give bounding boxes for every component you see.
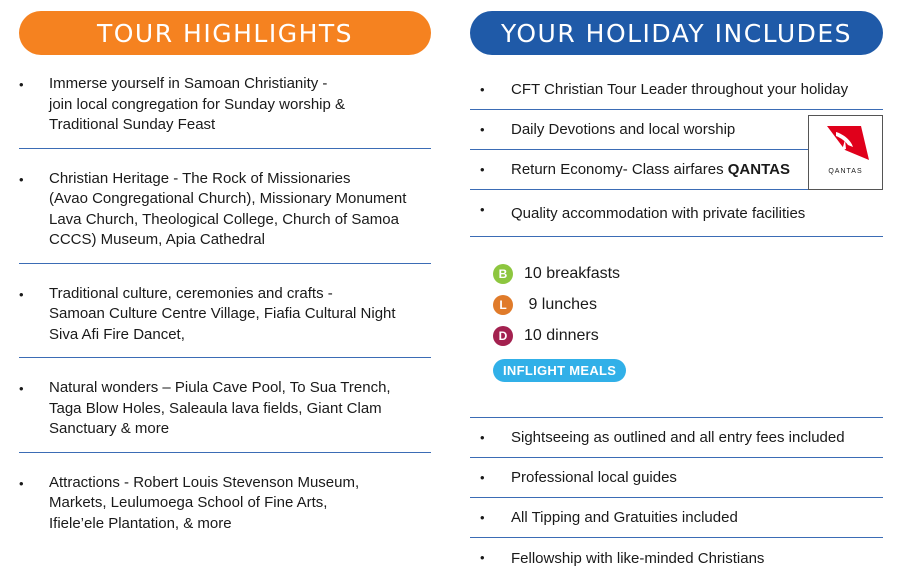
includes-list-bottom: [470, 417, 883, 578]
include-text: Daily Devotions and local worship: [511, 121, 736, 138]
include-text: Fellowship with like-minded Christians: [511, 549, 765, 567]
bullet-icon: •: [480, 82, 485, 97]
highlight-line: CCCS) Museum, Apia Cathedral: [49, 231, 265, 248]
highlight-item: [19, 278, 431, 359]
highlight-line: Immerse yourself in Samoan Christianity -: [49, 75, 328, 92]
qantas-logo-text: QANTAS: [828, 168, 863, 175]
highlight-line: (Avao Congregational Church), Missionary Monument: [49, 190, 407, 207]
highlight-line: Lava Church, Theological College, Church of Samoa: [49, 210, 399, 228]
bullet-icon: •: [480, 510, 485, 525]
bullet-icon: •: [19, 286, 24, 302]
highlight-line: join local congregation for Sunday worship &: [49, 95, 346, 113]
highlight-line: Christian Heritage - The Rock of Missionaries: [49, 169, 351, 187]
bullet-icon: •: [19, 381, 24, 396]
include-text: Quality accommodation with private facilities: [511, 204, 806, 222]
include-text: All Tipping and Gratuities included: [511, 509, 738, 526]
bullet-icon: •: [480, 470, 485, 485]
highlight-line: Traditional culture, ceremonies and crafts -: [49, 284, 333, 302]
tour-highlights-header: TOUR HIGHLIGHTS: [19, 11, 431, 55]
dinner-icon: D: [493, 326, 513, 346]
highlight-item: [19, 68, 431, 149]
bullet-icon: •: [480, 122, 485, 137]
highlight-line: Natural wonders – Piula Cave Pool, To Sua Trench,: [49, 379, 391, 396]
highlight-line: Attractions - Robert Louis Stevenson Museum,: [49, 473, 360, 491]
include-item: [470, 418, 883, 458]
include-item: [470, 498, 883, 538]
include-item: [470, 458, 883, 498]
bullet-icon: •: [480, 202, 485, 217]
highlight-line: Markets, Leulumoega School of Fine Arts,: [49, 494, 328, 511]
highlight-item: [19, 163, 431, 264]
inflight-meals-badge: INFLIGHT MEALS: [493, 359, 626, 382]
include-item: [470, 190, 883, 237]
bullet-icon: •: [19, 475, 24, 491]
bullet-icon: •: [480, 162, 485, 177]
meal-breakfasts: [493, 258, 626, 289]
include-text: CFT Christian Tour Leader throughout your holiday: [511, 81, 849, 98]
qantas-logo: [808, 115, 883, 190]
include-item: [470, 70, 883, 110]
meal-text: 10 breakfasts: [524, 264, 621, 282]
bullet-icon: •: [480, 550, 485, 565]
meal-text: 9 lunches: [524, 295, 597, 313]
meal-dinners: [493, 320, 626, 351]
airline-name: QANTAS: [727, 161, 790, 178]
include-text: Professional local guides: [511, 469, 677, 486]
highlight-item: [19, 372, 431, 453]
highlight-line: Ifiele’ele Plantation, & more: [49, 514, 232, 532]
meals-section: [493, 258, 626, 382]
tour-highlights-list: [19, 68, 431, 560]
meal-lunches: [493, 289, 626, 320]
meal-text: 10 dinners: [524, 326, 599, 344]
lunch-icon: L: [493, 295, 513, 315]
highlight-line: Siva Afi Fire Dancet,: [49, 325, 185, 343]
include-text: Return Economy- Class airfares: [511, 161, 724, 178]
bullet-icon: •: [19, 171, 24, 187]
breakfast-icon: B: [493, 264, 513, 284]
highlight-line: Traditional Sunday Feast: [49, 116, 216, 133]
bullet-icon: •: [19, 77, 24, 92]
highlight-line: Taga Blow Holes, Saleaula lava fields, Giant Clam: [49, 399, 382, 417]
highlight-item: [19, 467, 431, 547]
include-text: Sightseeing as outlined and all entry fees included: [511, 429, 845, 446]
highlight-line: Samoan Culture Centre Village, Fiafia Cultural Night: [49, 305, 396, 322]
bullet-icon: •: [480, 430, 485, 445]
holiday-includes-header: YOUR HOLIDAY INCLUDES: [470, 11, 883, 55]
highlight-line: Sanctuary & more: [49, 420, 170, 437]
qantas-kangaroo-icon: [809, 116, 882, 166]
include-item: [470, 538, 883, 578]
